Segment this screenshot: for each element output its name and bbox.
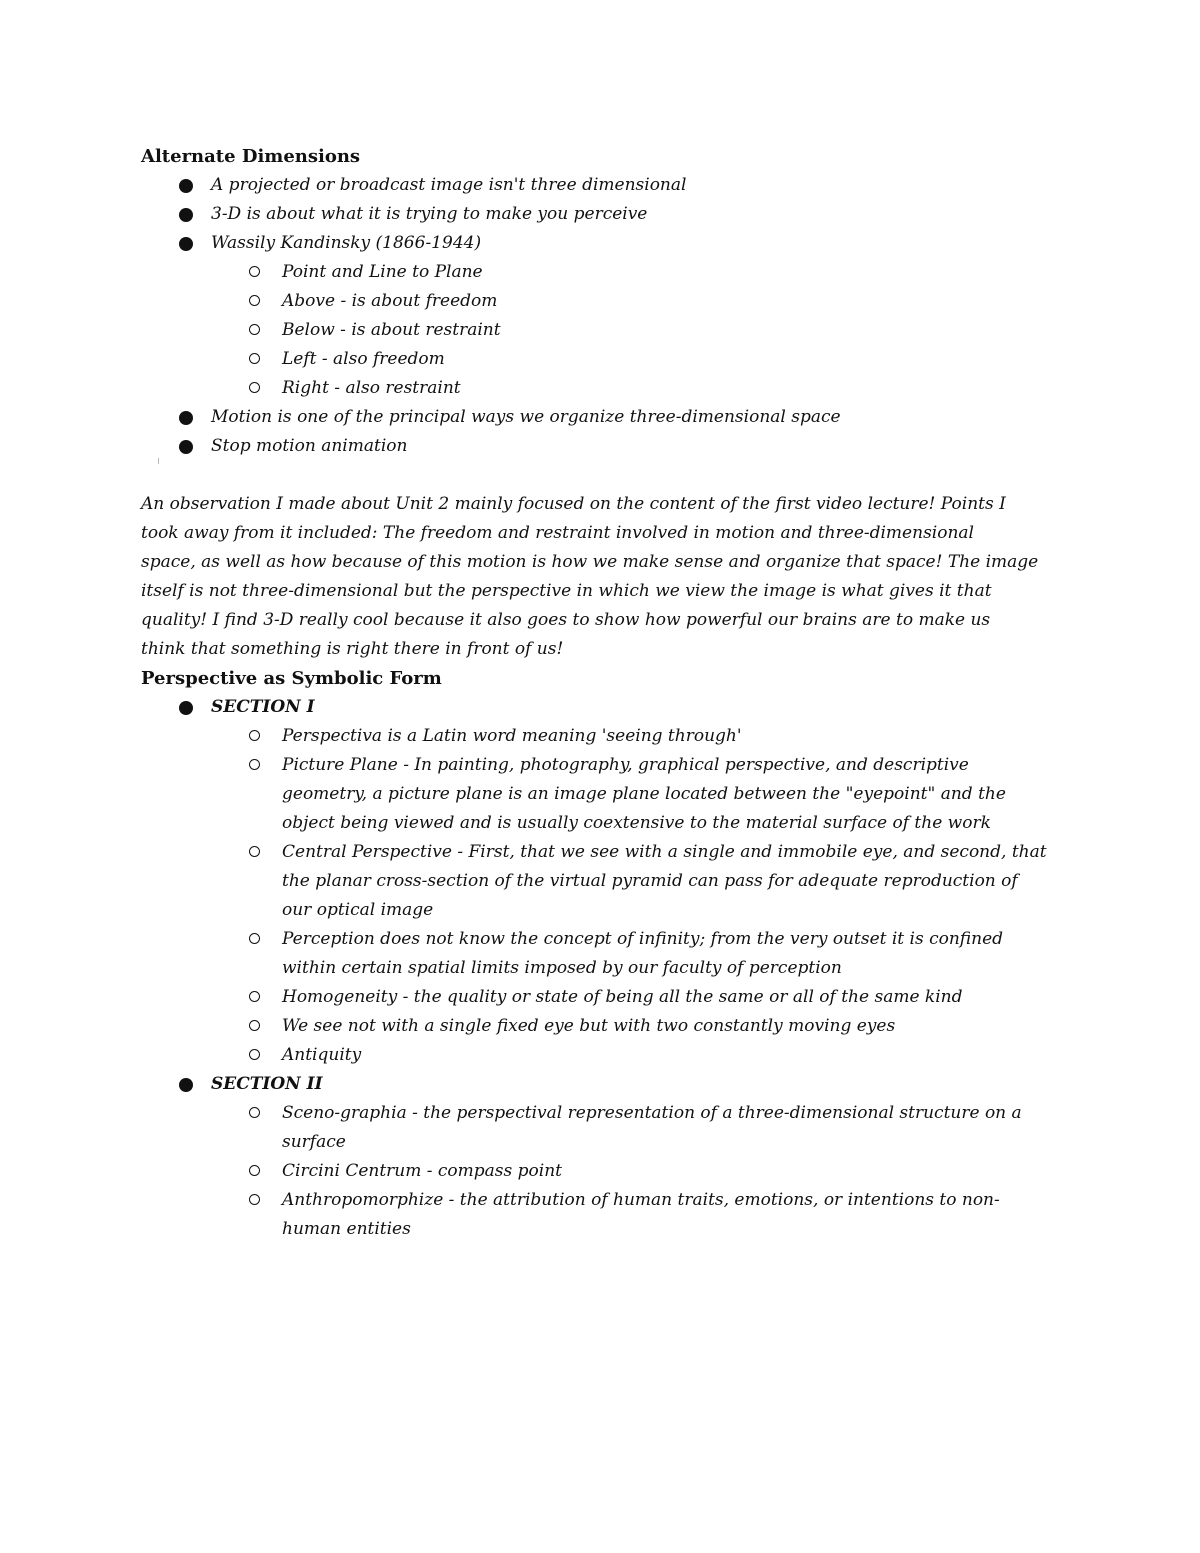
sublist-item: Anthropomorphize - the attribution of human traits, emotions, or intentions to non- human entities — [141, 1186, 1066, 1244]
hollow-bullet-icon — [249, 295, 260, 306]
sublist-item: Homogeneity - the quality or state of being all the same or all of the same kind — [141, 983, 1066, 1012]
section-one-list — [141, 693, 1066, 722]
filled-bullet-icon — [179, 179, 193, 193]
hollow-bullet-icon — [249, 730, 260, 741]
sublist-item: We see not with a single fixed eye but with two constantly moving eyes — [141, 1012, 1066, 1041]
alternate-dimensions-list-continued — [141, 403, 1066, 461]
sublist-item: Right - also restraint — [141, 374, 1066, 403]
paragraph-line: quality! I find 3-D really cool because it also goes to show how powerful our brains are to make us — [141, 610, 991, 630]
hollow-bullet-icon — [249, 324, 260, 335]
hollow-bullet-icon — [249, 1049, 260, 1060]
hollow-bullet-icon — [249, 1194, 260, 1205]
list-item: A projected or broadcast image isn't three dimensional — [141, 171, 1066, 200]
filled-bullet-icon — [179, 701, 193, 715]
filled-bullet-icon — [179, 440, 193, 454]
sublist-item: Circini Centrum - compass point — [141, 1157, 1066, 1186]
section-two-list — [141, 1070, 1066, 1099]
kandinsky-sublist — [141, 258, 1066, 403]
hollow-bullet-icon — [249, 1107, 260, 1118]
sublist-item: Left - also freedom — [141, 345, 1066, 374]
hollow-bullet-icon — [249, 1020, 260, 1031]
paragraph-line: itself is not three-dimensional but the perspective in which we view the image is what gives it that — [141, 581, 992, 601]
sublist-item: Below - is about restraint — [141, 316, 1066, 345]
filled-bullet-icon — [179, 237, 193, 251]
paragraph-line: think that something is right there in front of us! — [141, 639, 564, 659]
heading-alternate-dimensions: Alternate Dimensions — [141, 146, 361, 167]
list-item: Motion is one of the principal ways we organize three-dimensional space — [141, 403, 1066, 432]
heading-perspective-symbolic-form: Perspective as Symbolic Form — [141, 668, 442, 689]
filled-bullet-icon — [179, 208, 193, 222]
sublist-item: Perception does not know the concept of infinity; from the very outset it is confined within certain spatial limits imposed by our faculty of perception — [141, 925, 1066, 983]
hollow-bullet-icon — [249, 266, 260, 277]
sublist-item: Picture Plane - In painting, photography, graphical perspective, and descriptive geometry, a picture plane is an image plane located between the "eyepoint" and the object being viewed and is usually coextensive to the material surface of the work — [141, 751, 1066, 838]
list-item: 3-D is about what it is trying to make you perceive — [141, 200, 1066, 229]
hollow-bullet-icon — [249, 353, 260, 364]
paragraph-line: took away from it included: The freedom and restraint involved in motion and three-dimensional — [141, 523, 974, 543]
hollow-bullet-icon — [249, 846, 260, 857]
section-one-sublist — [141, 722, 1066, 1070]
document-body — [141, 142, 1066, 1244]
hollow-bullet-icon — [249, 933, 260, 944]
paragraph-line: An observation I made about Unit 2 mainly focused on the content of the first video lecture! Points I — [141, 494, 1006, 514]
hollow-bullet-icon — [249, 759, 260, 770]
section-label-item: SECTION II — [141, 1070, 1066, 1099]
sublist-item: Perspectiva is a Latin word meaning 'seeing through' — [141, 722, 1066, 751]
sublist-item: Point and Line to Plane — [141, 258, 1066, 287]
list-item: Stop motion animation — [141, 432, 1066, 461]
sublist-item: Antiquity — [141, 1041, 1066, 1070]
hollow-bullet-icon — [249, 991, 260, 1002]
sublist-item: Central Perspective - First, that we see with a single and immobile eye, and second, that the planar cross-section of the virtual pyramid can pass for adequate reproduction of our optical image — [141, 838, 1066, 925]
alternate-dimensions-list — [141, 171, 1066, 258]
sublist-item: Above - is about freedom — [141, 287, 1066, 316]
observation-paragraph — [141, 490, 1066, 664]
filled-bullet-icon — [179, 411, 193, 425]
paragraph-line: space, as well as how because of this motion is how we make sense and organize that space! The image — [141, 552, 1039, 572]
section-label-item: SECTION I — [141, 693, 1066, 722]
section-two-sublist — [141, 1099, 1066, 1244]
hollow-bullet-icon — [249, 382, 260, 393]
sublist-item: Sceno-graphia - the perspectival representation of a three-dimensional structure on a surface — [141, 1099, 1066, 1157]
hollow-bullet-icon — [249, 1165, 260, 1176]
filled-bullet-icon — [179, 1078, 193, 1092]
list-item: Wassily Kandinsky (1866-1944) — [141, 229, 1066, 258]
